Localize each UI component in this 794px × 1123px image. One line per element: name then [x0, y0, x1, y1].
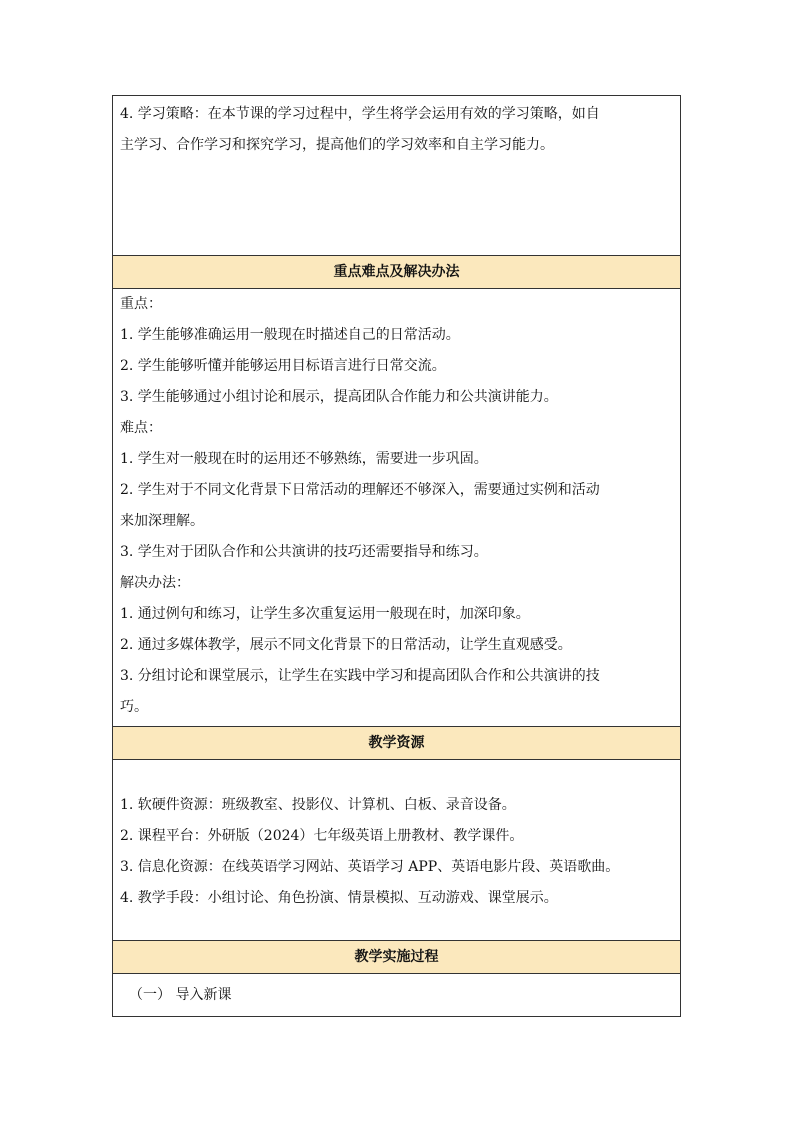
- resource-item: 4. 教学手段：小组讨论、角色扮演、情景模拟、互动游戏、课堂展示。: [120, 890, 558, 906]
- key-points-header: 重点难点及解决办法: [113, 256, 680, 289]
- solution-item: 巧。: [120, 699, 148, 715]
- solution-item: 2. 通过多媒体教学，展示不同文化背景下的日常活动，让学生直观感受。: [120, 637, 572, 653]
- resource-item: 2. 课程平台：外研版（2024）七年级英语上册教材、教学课件。: [120, 828, 524, 844]
- difficulty-item: 1. 学生对一般现在时的运用还不够熟练，需要进一步巩固。: [120, 451, 488, 467]
- strategy-line-2: 主学习、合作学习和探究学习，提高他们的学习效率和自主学习能力。: [120, 137, 554, 153]
- solution-item: 1. 通过例句和练习，让学生多次重复运用一般现在时，加深印象。: [120, 606, 530, 622]
- resource-item: 1. 软硬件资源：班级教室、投影仪、计算机、白板、录音设备。: [120, 797, 516, 813]
- difficulty-item: 来加深理解。: [120, 513, 204, 529]
- resources-header: 教学资源: [113, 727, 680, 760]
- focus-item: 3. 学生能够通过小组讨论和展示，提高团队合作能力和公共演讲能力。: [120, 389, 558, 405]
- solution-item: 3. 分组讨论和课堂展示，让学生在实践中学习和提高团队合作和公共演讲的技: [120, 668, 600, 684]
- resource-item: 3. 信息化资源：在线英语学习网站、英语学习 APP、英语电影片段、英语歌曲。: [120, 859, 620, 875]
- process-header: 教学实施过程: [113, 941, 680, 974]
- lesson-plan-table: [112, 95, 681, 1017]
- focus-label: 重点：: [120, 296, 162, 312]
- process-first-step: （一） 导入新课: [129, 987, 232, 1003]
- resources-cell: [113, 760, 680, 941]
- difficulty-label: 难点：: [120, 420, 162, 436]
- focus-item: 2. 学生能够听懂并能够运用目标语言进行日常交流。: [120, 358, 446, 374]
- strategy-line-1: 4. 学习策略：在本节课的学习过程中，学生将学会运用有效的学习策略，如自: [120, 106, 600, 122]
- focus-item: 1. 学生能够准确运用一般现在时描述自己的日常活动。: [120, 327, 460, 343]
- learning-strategy-cell: [113, 96, 680, 256]
- key-points-cell: [113, 289, 680, 727]
- difficulty-item: 3. 学生对于团队合作和公共演讲的技巧还需要指导和练习。: [120, 544, 488, 560]
- solution-label: 解决办法：: [120, 575, 190, 591]
- difficulty-item: 2. 学生对于不同文化背景下日常活动的理解还不够深入，需要通过实例和活动: [120, 482, 600, 498]
